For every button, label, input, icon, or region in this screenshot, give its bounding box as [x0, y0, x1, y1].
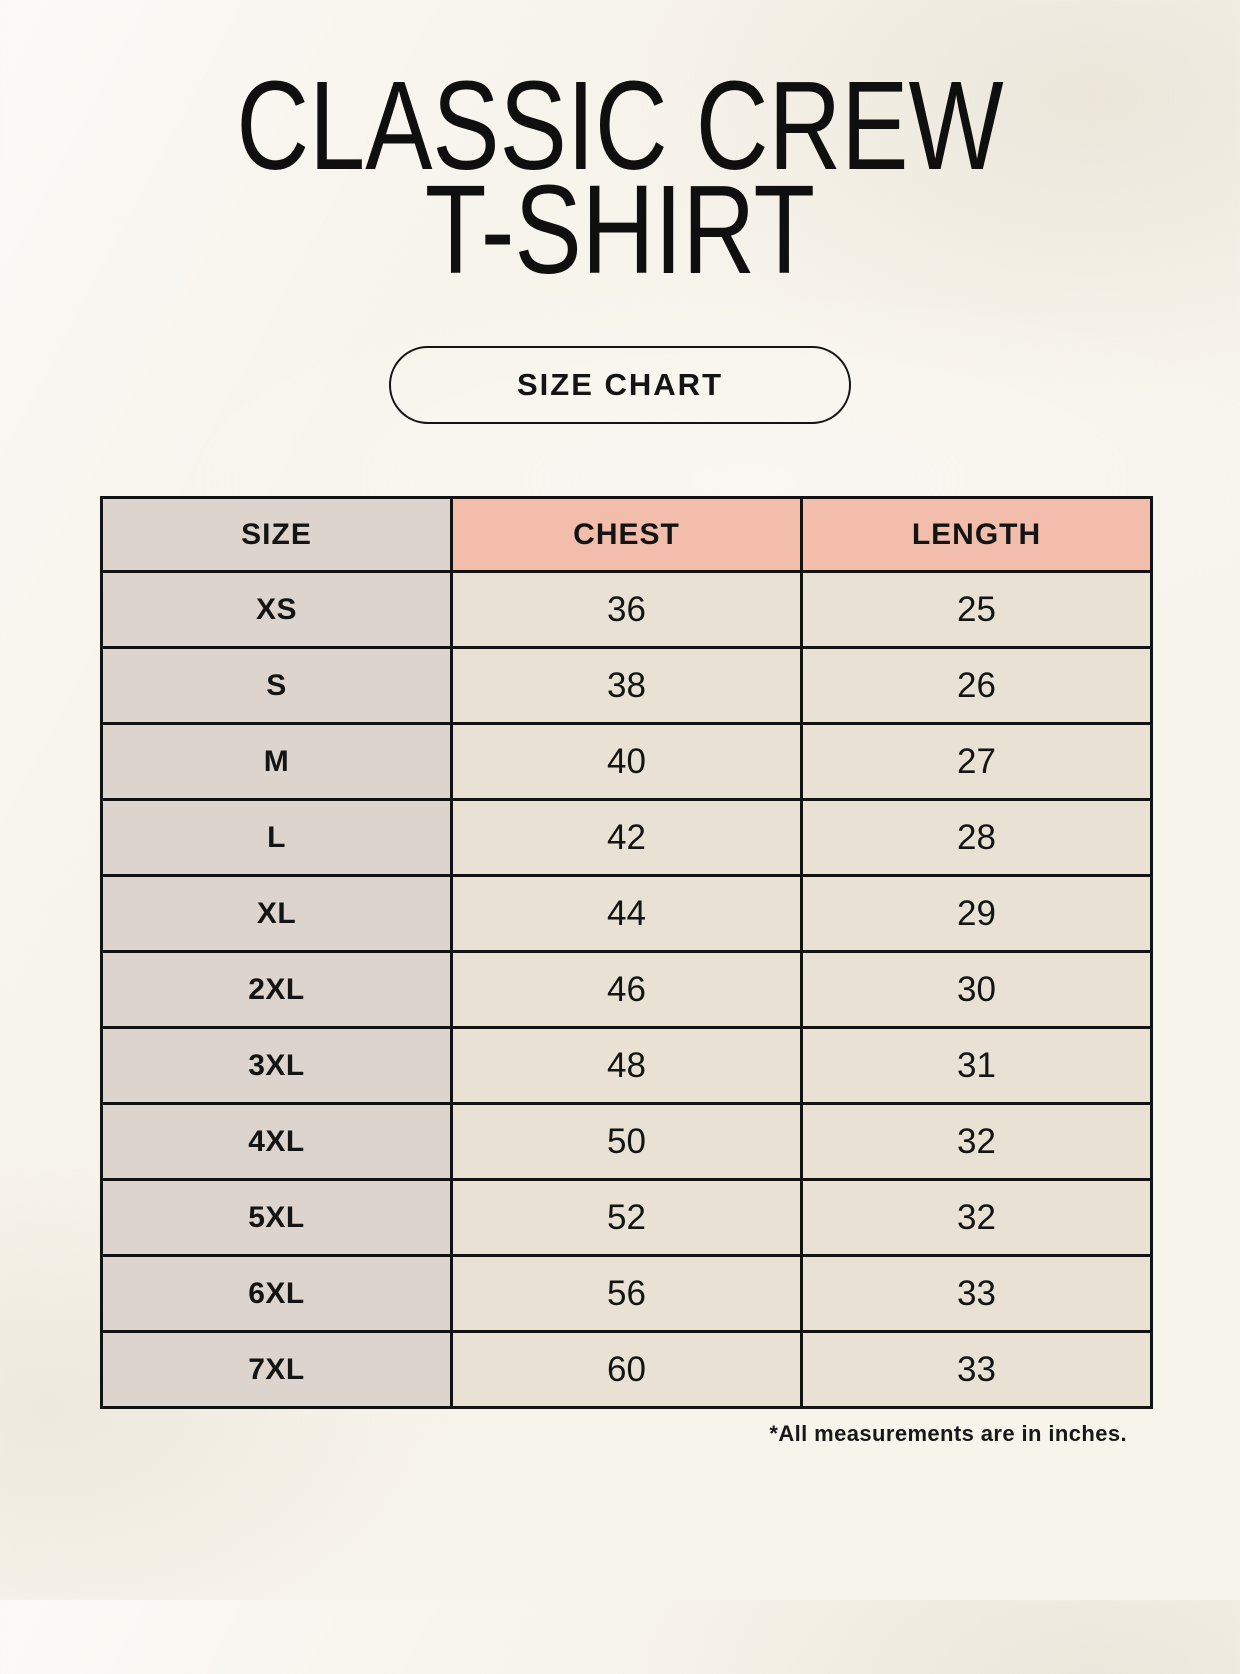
- size-chart-page: [0, 55, 1240, 1447]
- chest-cell: 38: [452, 648, 802, 724]
- chest-cell: 52: [452, 1180, 802, 1256]
- length-cell: 27: [802, 724, 1152, 800]
- length-cell: 33: [802, 1332, 1152, 1408]
- column-header-chest: CHEST: [452, 498, 802, 572]
- table-row: [102, 1180, 1152, 1256]
- chest-cell: 56: [452, 1256, 802, 1332]
- size-cell: 5XL: [102, 1180, 452, 1256]
- length-cell: 29: [802, 876, 1152, 952]
- table-row: [102, 648, 1152, 724]
- measurements-note: *All measurements are in inches.: [769, 1421, 1127, 1446]
- size-chart-table-head: [102, 498, 1152, 572]
- chest-cell: 60: [452, 1332, 802, 1408]
- table-row: [102, 1028, 1152, 1104]
- chest-cell: 42: [452, 800, 802, 876]
- table-row: [102, 876, 1152, 952]
- table-row: [102, 800, 1152, 876]
- chest-cell: 46: [452, 952, 802, 1028]
- size-cell: 6XL: [102, 1256, 452, 1332]
- table-row: [102, 724, 1152, 800]
- size-cell: 7XL: [102, 1332, 452, 1408]
- chest-cell: 40: [452, 724, 802, 800]
- size-cell: XL: [102, 876, 452, 952]
- size-chart-table-body: [102, 572, 1152, 1408]
- chest-cell: 36: [452, 572, 802, 648]
- size-cell: L: [102, 800, 452, 876]
- page-title: [124, 55, 1116, 300]
- size-chart-badge[interactable]: [389, 346, 851, 424]
- length-cell: 31: [802, 1028, 1152, 1104]
- size-cell: M: [102, 724, 452, 800]
- column-header-length: LENGTH: [802, 498, 1152, 572]
- header-row: [102, 498, 1152, 572]
- table-row: [102, 1104, 1152, 1180]
- chest-cell: 44: [452, 876, 802, 952]
- table-row: [102, 572, 1152, 648]
- table-row: [102, 952, 1152, 1028]
- page-title-line-1: CLASSIC CREW: [236, 55, 1004, 196]
- length-cell: 25: [802, 572, 1152, 648]
- column-header-size: SIZE: [102, 498, 452, 572]
- chest-cell: 48: [452, 1028, 802, 1104]
- length-cell: 28: [802, 800, 1152, 876]
- size-cell: S: [102, 648, 452, 724]
- length-cell: 32: [802, 1104, 1152, 1180]
- size-chart-table: [100, 496, 1153, 1409]
- length-cell: 30: [802, 952, 1152, 1028]
- size-cell: 3XL: [102, 1028, 452, 1104]
- size-cell: XS: [102, 572, 452, 648]
- length-cell: 32: [802, 1180, 1152, 1256]
- page-title-line-2: T-SHIRT: [424, 159, 816, 300]
- table-row: [102, 1256, 1152, 1332]
- size-chart-badge-label: SIZE CHART: [517, 367, 723, 402]
- length-cell: 26: [802, 648, 1152, 724]
- size-cell: 2XL: [102, 952, 452, 1028]
- table-row: [102, 1332, 1152, 1408]
- size-cell: 4XL: [102, 1104, 452, 1180]
- chest-cell: 50: [452, 1104, 802, 1180]
- length-cell: 33: [802, 1256, 1152, 1332]
